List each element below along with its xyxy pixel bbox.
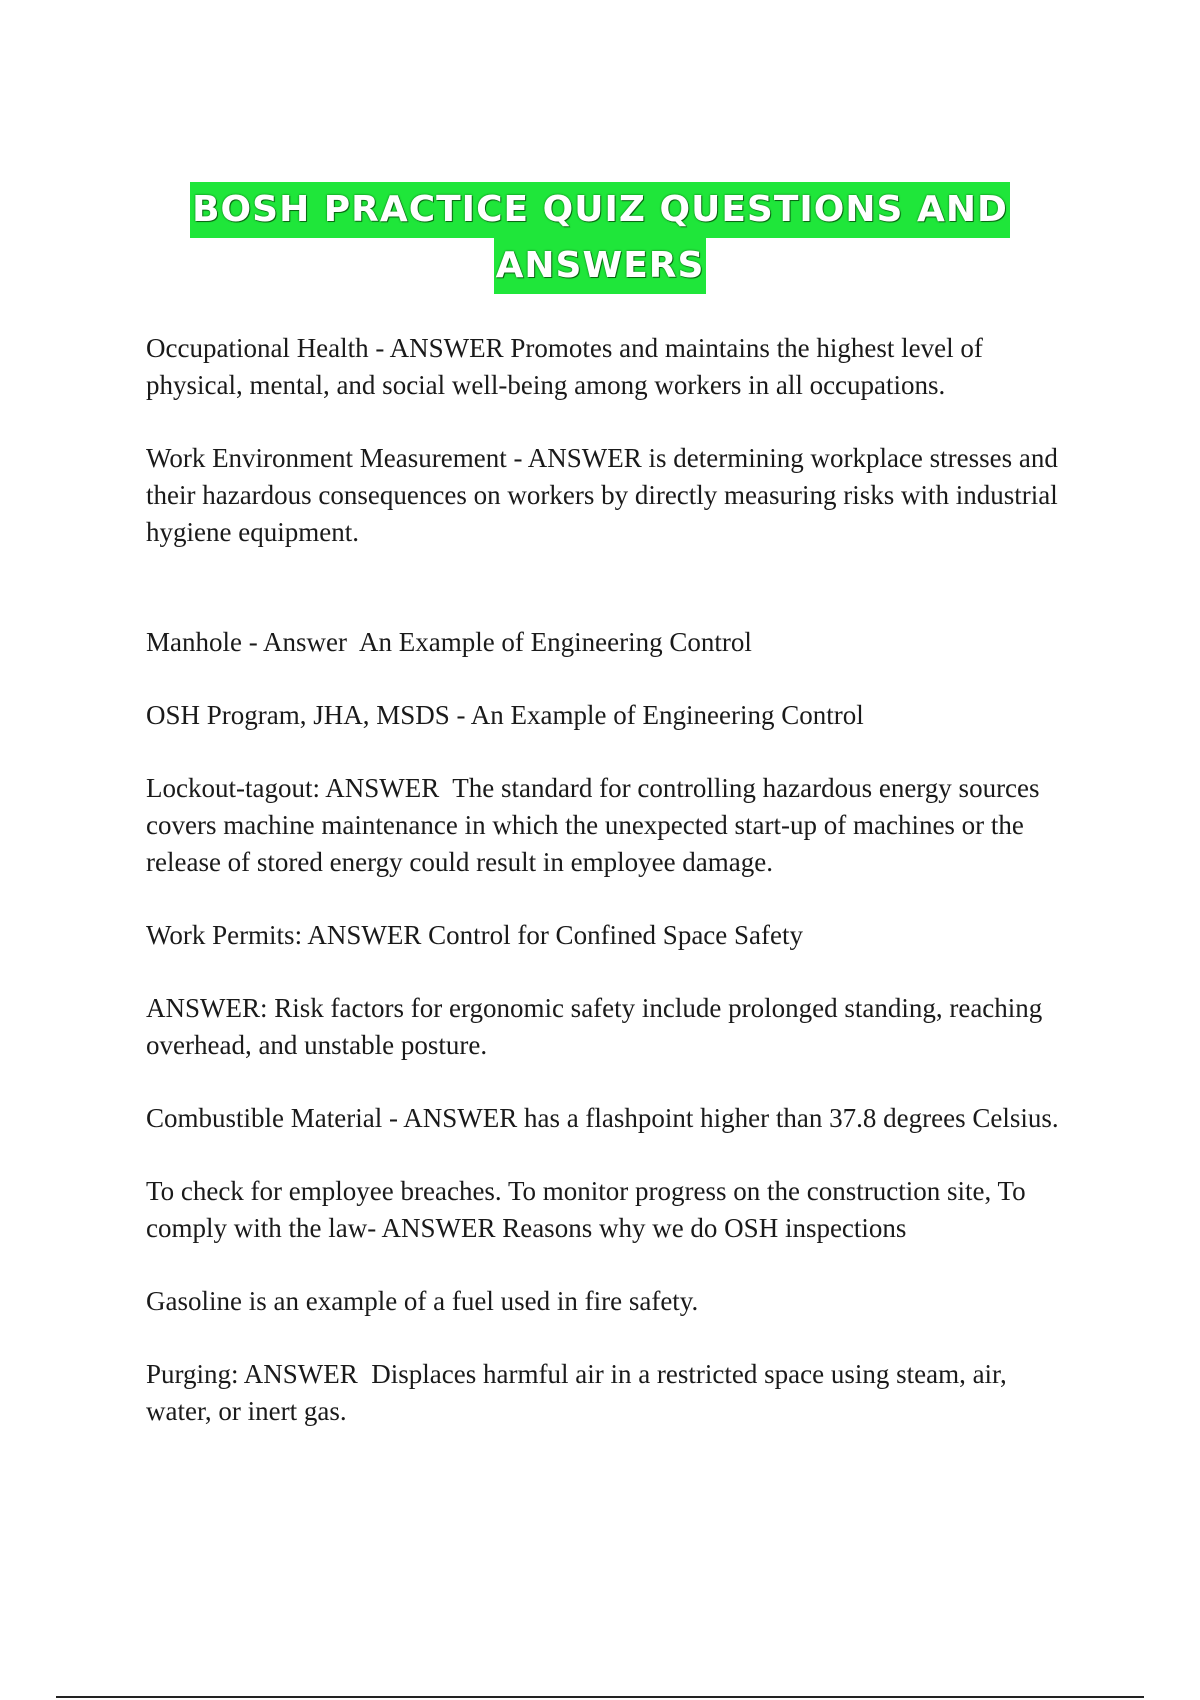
page-title (0, 182, 1200, 294)
footer-divider (56, 1696, 1144, 1698)
qa-entry-work-permits: Work Permits: ANSWER Control for Confined Space Safety (146, 920, 803, 950)
qa-entry-work-environment-measurement: Work Environment Measurement - ANSWER is determining workplace stresses and their hazardous consequences on workers by directly measuring risks with industrial hygiene equipment. (146, 443, 1065, 547)
qa-entry-purging: Purging: ANSWER Displaces harmful air in a restricted space using steam, air, water, or inert gas. (146, 1359, 1014, 1426)
qa-entry-lockout-tagout: Lockout-tagout: ANSWER The standard for controlling hazardous energy sources covers machine maintenance in which the unexpected start-up of machines or the release of stored energy could result in employee damage. (146, 773, 1047, 877)
qa-entry-osh-inspections: To check for employee breaches. To monitor progress on the construction site, To comply with the law- ANSWER Reasons why we do OSH inspections (146, 1176, 1033, 1243)
qa-entry-ergonomic-safety: ANSWER: Risk factors for ergonomic safety include prolonged standing, reaching overhead, and unstable posture. (146, 993, 1050, 1060)
qa-entry-osh-program: OSH Program, JHA, MSDS - An Example of Engineering Control (146, 700, 864, 730)
qa-entry-combustible-material: Combustible Material - ANSWER has a flashpoint higher than 37.8 degrees Celsius. (146, 1103, 1059, 1133)
qa-entry-gasoline: Gasoline is an example of a fuel used in fire safety. (146, 1286, 699, 1316)
title-line-2: ANSWERS (494, 238, 707, 294)
title-line-1: BOSH PRACTICE QUIZ QUESTIONS AND (190, 182, 1010, 238)
qa-entry-occupational-health: Occupational Health - ANSWER Promotes and maintains the highest level of physical, mental, and social well-being among workers in all occupations. (146, 333, 990, 400)
qa-entry-manhole: Manhole - Answer An Example of Engineering Control (146, 627, 752, 657)
qa-list (146, 330, 1076, 1466)
